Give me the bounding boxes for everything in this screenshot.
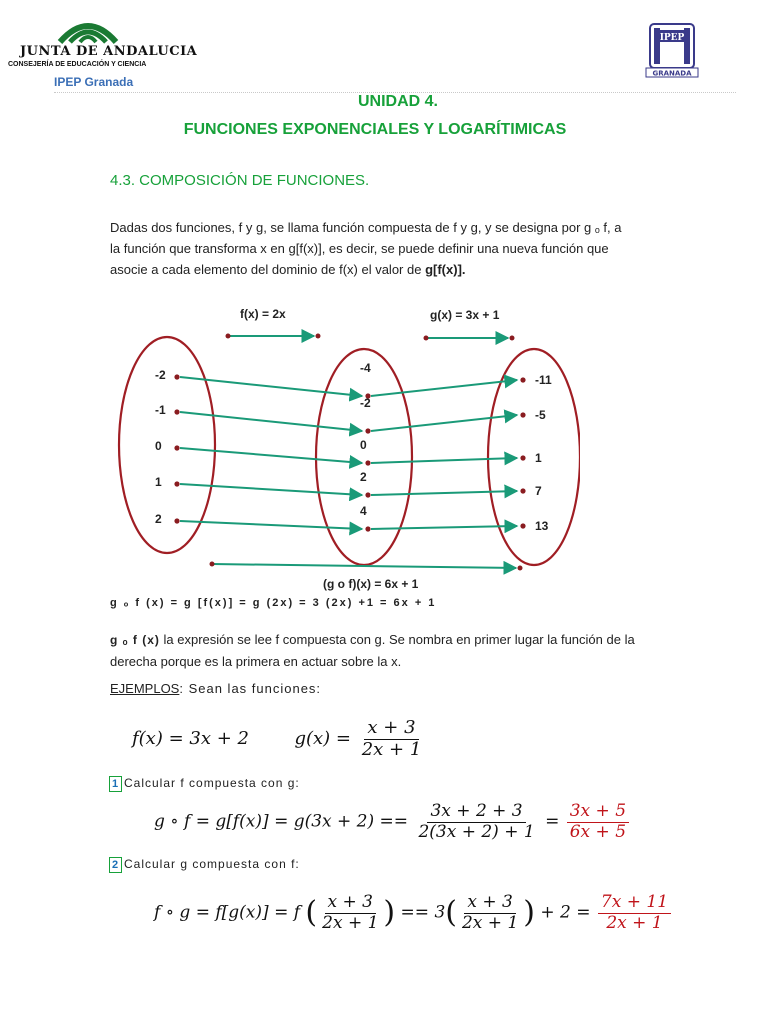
logo-ipep-text: IPEP xyxy=(659,33,685,43)
domain-value: 1 xyxy=(155,475,162,489)
example-number-badge: 1 xyxy=(109,776,122,792)
f-function-label: f(x) = 2x xyxy=(240,307,286,321)
arrow-dot xyxy=(510,336,515,341)
section-heading: 4.3. COMPOSICIÓN DE FUNCIONES. xyxy=(110,172,370,189)
result-numerator: 7x + 11 xyxy=(598,893,671,914)
g-function-label: g(x) = 3x + 1 xyxy=(430,308,500,322)
domain-value: 0 xyxy=(155,439,162,453)
f-mapping-arrow xyxy=(180,412,362,431)
range-value: -5 xyxy=(535,408,546,422)
fraction-denominator: 2x + 1 xyxy=(361,738,422,760)
equation-result xyxy=(598,893,671,933)
school-name: IPEP Granada xyxy=(54,75,134,89)
examples-label: EJEMPLOS xyxy=(110,681,180,696)
mapping-dot xyxy=(174,374,179,379)
f-mapping-arrow xyxy=(180,521,362,529)
arrow-dot xyxy=(424,336,429,341)
inner-fraction xyxy=(319,893,381,933)
result-numerator: 3x + 5 xyxy=(567,802,629,823)
f-mapping-arrow xyxy=(180,448,362,463)
function-definitions xyxy=(132,718,426,760)
equals-sign: = xyxy=(545,811,560,832)
f-mapping-arrow xyxy=(180,484,362,495)
g-definition-lhs: g(x) = xyxy=(294,728,351,750)
arrow-dot xyxy=(226,334,231,339)
domain-value: 2 xyxy=(155,512,162,526)
range-value: 7 xyxy=(535,484,542,498)
mapping-dot xyxy=(174,445,179,450)
fraction-denominator: 2x + 1 xyxy=(322,912,379,933)
fraction-denominator: 2(3x + 2) + 1 xyxy=(418,821,535,842)
explanation-line xyxy=(110,629,670,651)
explanation-text: la expresión se lee f compuesta con g. Se nombra en primer lugar la función de la xyxy=(159,632,635,647)
intro-line: Dadas dos funciones, f y g, se llama función compuesta de f y g, y se designa por g ₒ f, a xyxy=(110,220,622,235)
mapping-dot xyxy=(520,523,525,528)
intro-line xyxy=(110,259,670,280)
unit-title: UNIDAD 4. xyxy=(357,93,438,110)
left-paren: ( xyxy=(445,895,457,931)
mapping-dot xyxy=(174,481,179,486)
domain-set-ellipse xyxy=(119,337,215,553)
ipep-granada-logo xyxy=(644,22,700,78)
arrow-dot xyxy=(210,562,215,567)
mapping-dot xyxy=(365,428,370,433)
domain-value: -1 xyxy=(155,403,166,417)
equation-result xyxy=(567,802,629,842)
example-1-heading xyxy=(109,776,300,792)
equation-lhs: f ∘ g = f[g(x)] = f xyxy=(154,902,301,923)
org-subtitle: CONSEJERÍA DE EDUCACIÓN Y CIENCIA xyxy=(8,61,147,68)
examples-heading xyxy=(110,681,321,696)
g-mapping-arrow xyxy=(371,458,517,463)
equation-fraction xyxy=(415,802,537,842)
fraction-numerator: x + 3 xyxy=(325,893,376,914)
range-value: 13 xyxy=(535,519,549,533)
fraction-numerator: 3x + 2 + 3 xyxy=(427,802,525,823)
mapping-dot xyxy=(365,492,370,497)
mapping-dot xyxy=(365,460,370,465)
mapping-dot xyxy=(174,409,179,414)
left-paren: ( xyxy=(305,895,318,931)
middle-value: -4 xyxy=(360,361,371,375)
domain-value: -2 xyxy=(155,368,166,382)
fraction-numerator: x + 3 xyxy=(464,893,515,914)
range-value: -11 xyxy=(535,373,552,387)
intro-paragraph xyxy=(110,217,670,280)
mapping-dot xyxy=(520,412,525,417)
mapping-dot xyxy=(520,488,525,493)
composite-function-label: (g o f)(x) = 6x + 1 xyxy=(323,577,419,591)
explanation-line: derecha porque es la primera en actuar sobre la x. xyxy=(110,654,402,669)
middle-value: -2 xyxy=(360,396,371,410)
middle-value: 4 xyxy=(360,504,367,518)
equation-middle: == 3 xyxy=(400,902,446,923)
mapping-dot xyxy=(520,377,525,382)
g-mapping-arrow xyxy=(371,415,517,431)
unit-subtitle: FUNCIONES EXPONENCIALES Y LOGARÍTIMICAS xyxy=(183,121,567,138)
right-paren: ) xyxy=(523,895,535,931)
middle-value: 0 xyxy=(360,438,367,452)
logo-granada-text: GRANADA xyxy=(652,69,692,78)
middle-set-ellipse xyxy=(316,349,412,565)
mapping-dot xyxy=(520,455,525,460)
fraction-denominator: 2x + 1 xyxy=(461,912,519,933)
intro-line: la función que transforma x en g[f(x)], es decir, se puede definir una nueva función que xyxy=(110,241,609,256)
example-2-equation xyxy=(154,893,673,933)
g-mapping-arrow xyxy=(371,491,517,495)
mapping-dot xyxy=(365,526,370,531)
g-mapping-arrow xyxy=(371,526,517,529)
range-value: 1 xyxy=(535,451,542,465)
example-number-badge: 2 xyxy=(109,857,122,873)
result-denominator: 2x + 1 xyxy=(606,912,663,933)
examples-intro: : Sean las funciones: xyxy=(179,681,322,696)
inner-fraction xyxy=(459,893,521,933)
f-definition: f(x) = 3x + 2 xyxy=(132,728,249,750)
equation-lhs: g ∘ f = g[f(x)] = g(3x + 2) == xyxy=(154,811,409,832)
example-1-text: Calcular f compuesta con g: xyxy=(124,776,300,790)
explanation-paragraph xyxy=(110,629,670,672)
composition-diagram xyxy=(110,295,580,600)
mapping-dot xyxy=(174,518,179,523)
fraction-numerator: x + 3 xyxy=(364,718,418,740)
example-2-text: Calcular g compuesta con f: xyxy=(124,857,300,871)
arrow-dot xyxy=(518,566,523,571)
org-name: JUNTA DE ANDALUCIA xyxy=(20,44,198,59)
composition-notation: g ₒ f (x) xyxy=(110,633,160,647)
example-2-heading xyxy=(109,857,300,873)
result-denominator: 6x + 5 xyxy=(569,821,627,842)
middle-value: 2 xyxy=(360,470,367,484)
example-1-equation xyxy=(154,802,631,842)
equation-plus: + 2 = xyxy=(540,902,591,923)
right-paren: ) xyxy=(383,895,396,931)
arrow-dot xyxy=(316,334,321,339)
intro-bold-term: g[f(x)]. xyxy=(425,262,466,277)
g-mapping-arrow xyxy=(371,380,517,396)
g-definition-fraction xyxy=(359,718,425,760)
composition-formula: g ₒ f (x) = g [f(x)] = g (2x) = 3 (2x) +1 = 6x + 1 xyxy=(110,597,437,609)
intro-line-text: asocie a cada elemento del dominio de f(x) el valor de xyxy=(110,262,426,277)
